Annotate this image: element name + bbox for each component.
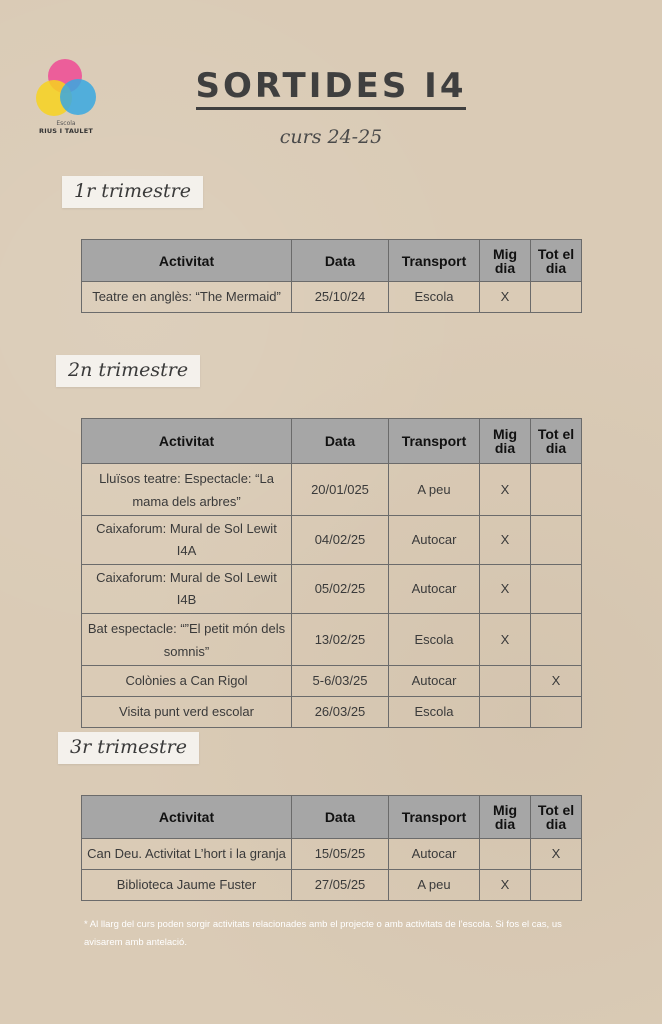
- table-header-row: [82, 240, 582, 282]
- col-mig-dia: Mig dia: [480, 796, 531, 839]
- cell-mig-dia: X: [480, 282, 531, 313]
- cell-transport: A peu: [389, 464, 480, 516]
- cell-activitat: Biblioteca Jaume Fuster: [82, 870, 292, 901]
- trimester-3-label: 3r trimestre: [58, 732, 199, 764]
- cell-tot-dia: [531, 614, 582, 666]
- cell-tot-dia: X: [531, 839, 582, 870]
- cell-activitat: Caixaforum: Mural de Sol Lewit I4A: [82, 516, 292, 565]
- cell-data: 26/03/25: [292, 697, 389, 728]
- footnote: * Al llarg del curs poden sorgir activitats relacionades amb el projecte o amb activitats de l’escola. Si fos el cas, us avisarem amb antelació.: [84, 919, 562, 948]
- cell-activitat: Colònies a Can Rigol: [82, 666, 292, 697]
- col-data: Data: [292, 796, 389, 839]
- cell-mig-dia: X: [480, 614, 531, 666]
- table-row: [82, 614, 582, 666]
- col-data: Data: [292, 240, 389, 282]
- cell-activitat: Caixaforum: Mural de Sol Lewit I4B: [82, 565, 292, 614]
- col-transport: Transport: [389, 796, 480, 839]
- table-header-row: [82, 419, 582, 464]
- table-row: [82, 666, 582, 697]
- cell-transport: Escola: [389, 614, 480, 666]
- cell-tot-dia: X: [531, 666, 582, 697]
- cell-tot-dia: [531, 565, 582, 614]
- cell-data: 04/02/25: [292, 516, 389, 565]
- col-tot-dia: Tot el dia: [531, 419, 582, 464]
- col-mig-dia: Mig dia: [480, 419, 531, 464]
- table-row: [82, 282, 582, 313]
- cell-mig-dia: X: [480, 870, 531, 901]
- cell-mig-dia: X: [480, 464, 531, 516]
- col-tot-dia: Tot el dia: [531, 796, 582, 839]
- cell-transport: Escola: [389, 282, 480, 313]
- cell-tot-dia: [531, 697, 582, 728]
- cell-transport: Autocar: [389, 565, 480, 614]
- trimester-1-table: [81, 239, 582, 313]
- cell-activitat: Visita punt verd escolar: [82, 697, 292, 728]
- col-tot-dia: Tot el dia: [531, 240, 582, 282]
- cell-activitat: Teatre en anglès: “The Mermaid”: [82, 282, 292, 313]
- cell-activitat: Lluïsos teatre: Espectacle: “La mama dels arbres”: [82, 464, 292, 516]
- cell-data: 15/05/25: [292, 839, 389, 870]
- table-header-row: [82, 796, 582, 839]
- cell-mig-dia: X: [480, 565, 531, 614]
- cell-activitat: Bat espectacle: “”El petit món dels somnis”: [82, 614, 292, 666]
- trimester-2-label: 2n trimestre: [56, 355, 200, 387]
- table-row: [82, 565, 582, 614]
- cell-tot-dia: [531, 282, 582, 313]
- cell-activitat: Can Deu. Activitat L’hort i la granja: [82, 839, 292, 870]
- table-row: [82, 464, 582, 516]
- page-title-text: SORTIDES I4: [196, 66, 467, 110]
- col-activitat: Activitat: [82, 240, 292, 282]
- logo-school-small: Escola: [56, 120, 76, 127]
- col-data: Data: [292, 419, 389, 464]
- cell-tot-dia: [531, 870, 582, 901]
- page-title: [0, 66, 662, 106]
- cell-tot-dia: [531, 516, 582, 565]
- cell-transport: Autocar: [389, 516, 480, 565]
- cell-data: 5-6/03/25: [292, 666, 389, 697]
- cell-transport: Autocar: [389, 839, 480, 870]
- cell-tot-dia: [531, 464, 582, 516]
- col-transport: Transport: [389, 419, 480, 464]
- cell-transport: Autocar: [389, 666, 480, 697]
- trimester-2-table: [81, 418, 582, 728]
- cell-mig-dia: [480, 839, 531, 870]
- cell-data: 05/02/25: [292, 565, 389, 614]
- trimester-3-table: [81, 795, 582, 901]
- col-mig-dia: Mig dia: [480, 240, 531, 282]
- cell-data: 27/05/25: [292, 870, 389, 901]
- logo-school-name: RIUS I TAULET: [39, 127, 93, 135]
- cell-transport: A peu: [389, 870, 480, 901]
- trimester-1-label: 1r trimestre: [62, 176, 203, 208]
- cell-data: 13/02/25: [292, 614, 389, 666]
- table-row: [82, 870, 582, 901]
- cell-data: 20/01/025: [292, 464, 389, 516]
- cell-mig-dia: [480, 697, 531, 728]
- page-subtitle: curs 24-25: [279, 126, 383, 148]
- table-row: [82, 839, 582, 870]
- col-activitat: Activitat: [82, 419, 292, 464]
- col-transport: Transport: [389, 240, 480, 282]
- table-row: [82, 697, 582, 728]
- cell-mig-dia: [480, 666, 531, 697]
- cell-data: 25/10/24: [292, 282, 389, 313]
- cell-mig-dia: X: [480, 516, 531, 565]
- col-activitat: Activitat: [82, 796, 292, 839]
- cell-transport: Escola: [389, 697, 480, 728]
- table-row: [82, 516, 582, 565]
